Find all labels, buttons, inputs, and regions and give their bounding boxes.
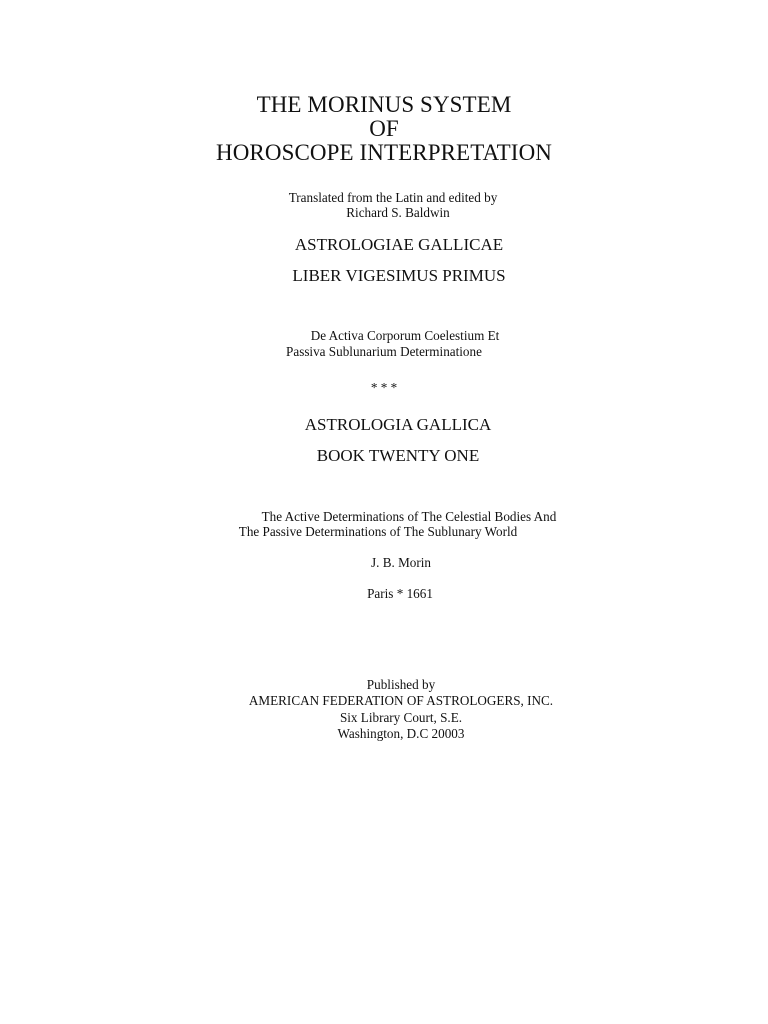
- author-name: J. B. Morin: [371, 556, 431, 571]
- latin-heading-2: LIBER VIGESIMUS PRIMUS: [292, 266, 506, 285]
- english-heading-1: ASTROLOGIA GALLICA: [304, 415, 492, 434]
- title-line-1: THE MORINUS SYSTEM: [256, 92, 512, 117]
- publisher-name: AMERICAN FEDERATION OF ASTROLOGERS, INC.: [248, 694, 554, 709]
- english-subtitle-2: The Passive Determinations of The Sublunary World: [238, 525, 518, 540]
- english-heading-2: BOOK TWENTY ONE: [316, 446, 480, 465]
- section-separator: * * *: [370, 381, 398, 396]
- translator-name: Richard S. Baldwin: [346, 206, 450, 221]
- publisher-address-2: Washington, D.C 20003: [337, 727, 465, 742]
- published-by-label: Published by: [366, 678, 436, 693]
- latin-subtitle-1: De Activa Corporum Coelestium Et: [310, 329, 500, 344]
- latin-subtitle-2: Passiva Sublunarium Determinatione: [286, 345, 482, 360]
- publisher-address-1: Six Library Court, S.E.: [339, 711, 463, 726]
- english-subtitle-1: The Active Determinations of The Celestial Bodies And: [261, 510, 557, 525]
- place-year: Paris * 1661: [367, 587, 433, 602]
- latin-heading-1: ASTROLOGIAE GALLICAE: [294, 235, 504, 254]
- title-line-3: HOROSCOPE INTERPRETATION: [216, 140, 552, 165]
- title-line-2: OF: [369, 116, 399, 141]
- translation-credit: Translated from the Latin and edited by: [288, 191, 498, 206]
